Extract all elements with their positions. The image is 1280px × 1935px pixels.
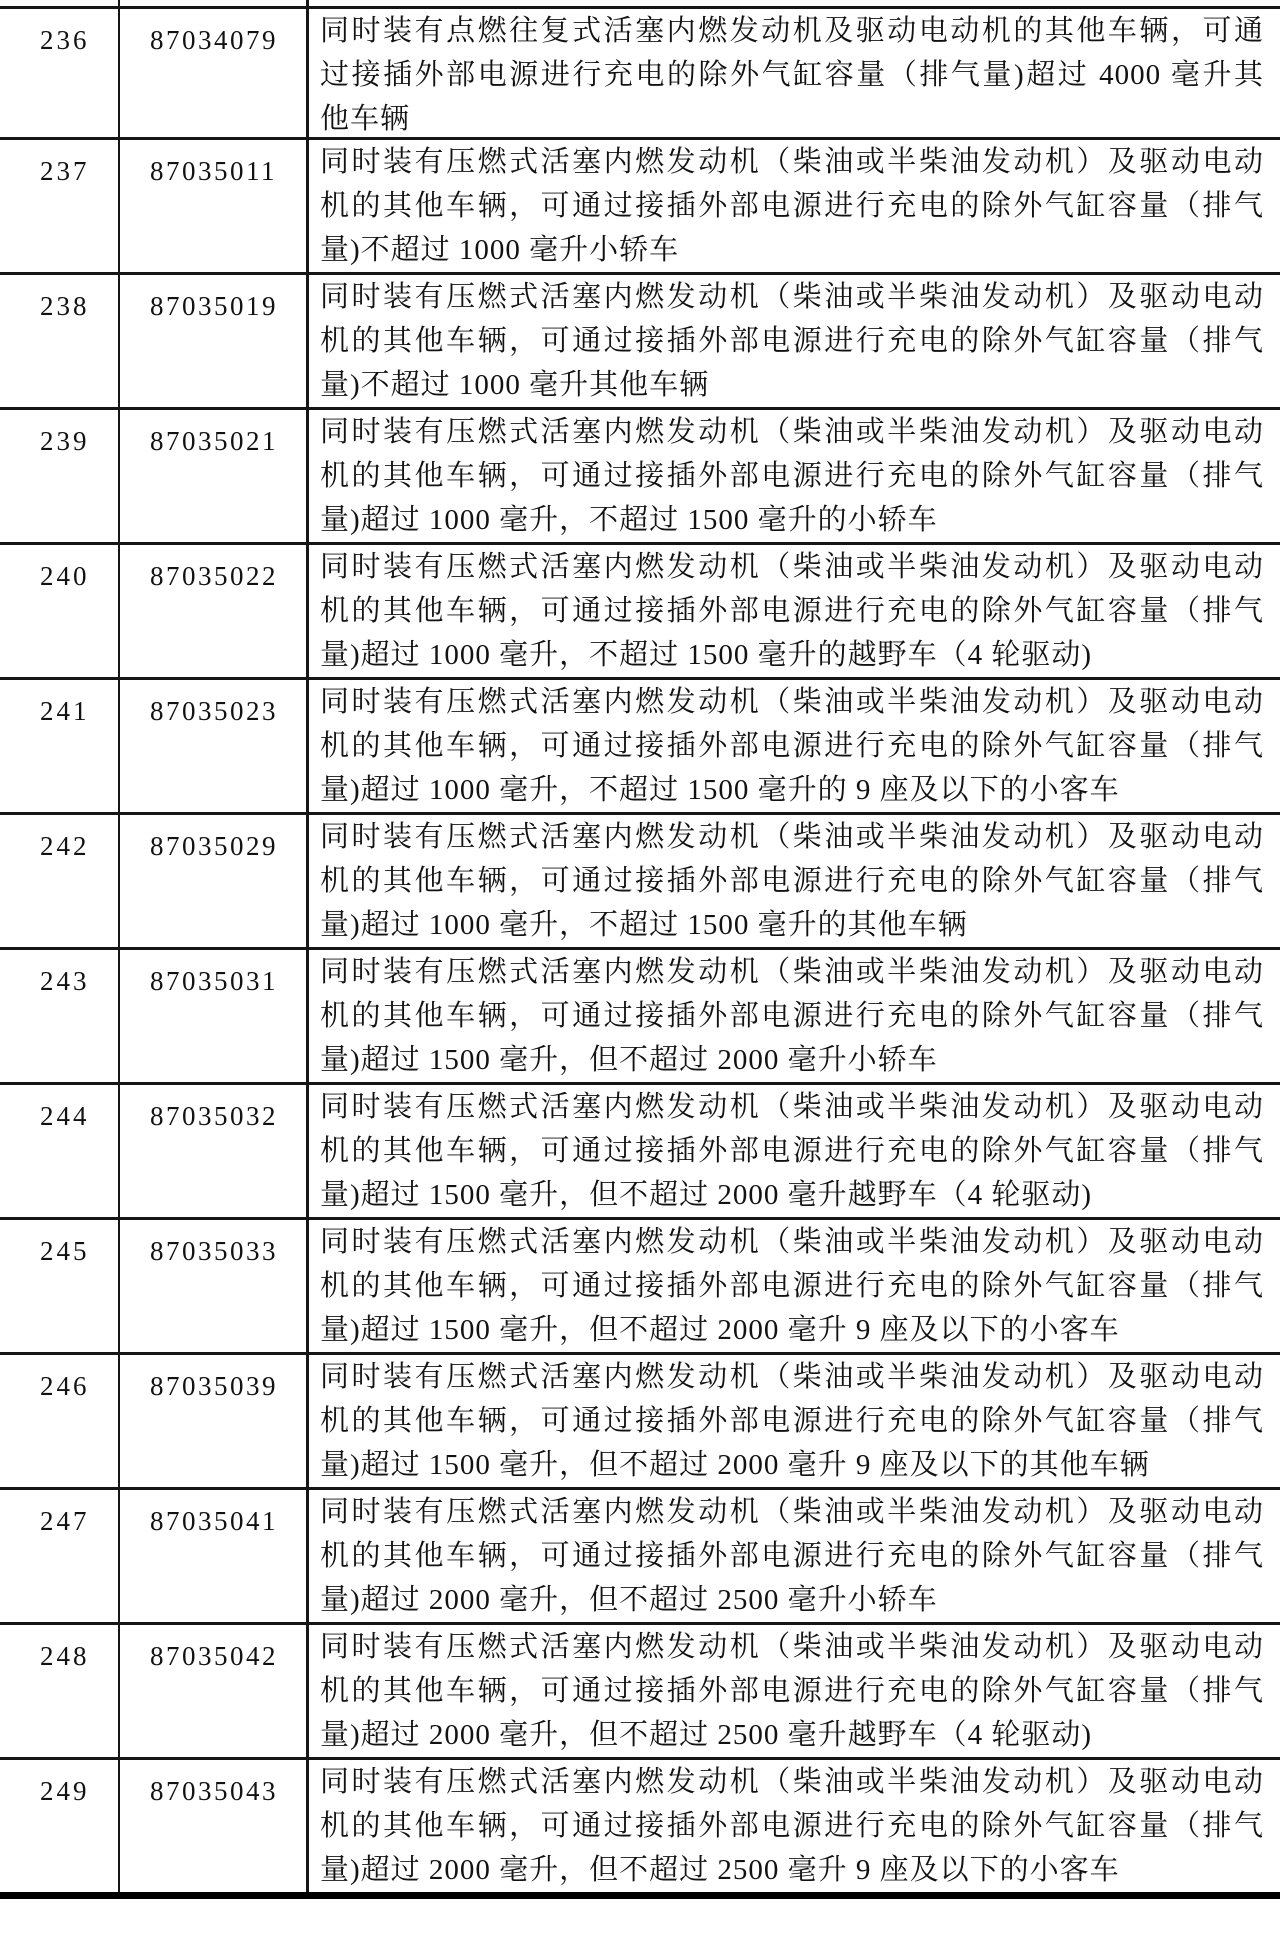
- hs-code-cell: 87035023: [150, 696, 278, 726]
- table-row: [0, 677, 1280, 812]
- description-line: 量)超过 1500 毫升，但不超过 2000 毫升 9 座及以下的其他车辆: [320, 1449, 1150, 1481]
- hs-code-cell: 87035019: [150, 291, 278, 321]
- description-line: 机的其他车辆，可通过接插外部电源进行充电的除外气缸容量（排气: [320, 730, 1264, 762]
- row-number-cell: 241: [40, 696, 90, 726]
- description-line: 机的其他车辆，可通过接插外部电源进行充电的除外气缸容量（排气: [320, 325, 1264, 357]
- row-number-cell: 246: [40, 1371, 90, 1401]
- table-row: [0, 542, 1280, 677]
- description-line: 同时装有压燃式活塞内燃发动机（柴油或半柴油发动机）及驱动电动: [320, 1766, 1264, 1798]
- table-row: [0, 272, 1280, 407]
- row-number-cell: 237: [40, 156, 90, 186]
- row-number-cell: 238: [40, 291, 90, 321]
- description-line: 同时装有压燃式活塞内燃发动机（柴油或半柴油发动机）及驱动电动: [320, 1091, 1264, 1123]
- description-line: 量)超过 1000 毫升，不超过 1500 毫升的越野车（4 轮驱动): [320, 639, 1093, 671]
- description-cell: [307, 1760, 1280, 1892]
- description-line: 同时装有点燃往复式活塞内燃发动机及驱动电动机的其他车辆，可通: [320, 15, 1264, 47]
- description-line: 量)不超过 1000 毫升小轿车: [320, 234, 680, 266]
- description-line: 同时装有压燃式活塞内燃发动机（柴油或半柴油发动机）及驱动电动: [320, 821, 1264, 853]
- row-number-cell: 245: [40, 1236, 90, 1266]
- description-line: 同时装有压燃式活塞内燃发动机（柴油或半柴油发动机）及驱动电动: [320, 956, 1264, 988]
- description-line: 机的其他车辆，可通过接插外部电源进行充电的除外气缸容量（排气: [320, 1810, 1264, 1842]
- description-line: 他车辆: [320, 103, 411, 135]
- description-line: 同时装有压燃式活塞内燃发动机（柴油或半柴油发动机）及驱动电动: [320, 551, 1264, 583]
- description-cell: [307, 410, 1280, 542]
- description-line: 量)超过 1500 毫升，但不超过 2000 毫升小轿车: [320, 1044, 938, 1076]
- description-cell: [307, 1085, 1280, 1217]
- description-line: 量)超过 2000 毫升，但不超过 2500 毫升小轿车: [320, 1584, 938, 1616]
- description-line: 机的其他车辆，可通过接插外部电源进行充电的除外气缸容量（排气: [320, 1675, 1264, 1707]
- description-line: 机的其他车辆，可通过接插外部电源进行充电的除外气缸容量（排气: [320, 1405, 1264, 1437]
- description-line: 机的其他车辆，可通过接插外部电源进行充电的除外气缸容量（排气: [320, 595, 1264, 627]
- table-row: [0, 1352, 1280, 1487]
- description-line: 量)不超过 1000 毫升其他车辆: [320, 369, 710, 401]
- description-line: 过接插外部电源进行充电的除外气缸容量（排气量)超过 4000 毫升其: [320, 59, 1264, 91]
- table-row: [0, 1487, 1280, 1622]
- hs-code-cell: 87035041: [150, 1506, 278, 1536]
- description-line: 量)超过 1000 毫升，不超过 1500 毫升的其他车辆: [320, 909, 968, 941]
- row-number-cell: 248: [40, 1641, 90, 1671]
- description-cell: [307, 275, 1280, 407]
- description-line: 机的其他车辆，可通过接插外部电源进行充电的除外气缸容量（排气: [320, 190, 1264, 222]
- hs-code-cell: 87035039: [150, 1371, 278, 1401]
- row-number-cell: 247: [40, 1506, 90, 1536]
- hs-code-cell: 87035031: [150, 966, 278, 996]
- description-line: 机的其他车辆，可通过接插外部电源进行充电的除外气缸容量（排气: [320, 1540, 1264, 1572]
- description-line: 同时装有压燃式活塞内燃发动机（柴油或半柴油发动机）及驱动电动: [320, 1631, 1264, 1663]
- row-number-cell: 243: [40, 966, 90, 996]
- description-line: 量)超过 1000 毫升，不超过 1500 毫升的 9 座及以下的小客车: [320, 774, 1120, 806]
- description-line: 同时装有压燃式活塞内燃发动机（柴油或半柴油发动机）及驱动电动: [320, 146, 1264, 178]
- table-row: [0, 6, 1280, 137]
- description-line: 机的其他车辆，可通过接插外部电源进行充电的除外气缸容量（排气: [320, 1135, 1264, 1167]
- table-row: [0, 1217, 1280, 1352]
- description-line: 同时装有压燃式活塞内燃发动机（柴油或半柴油发动机）及驱动电动: [320, 1496, 1264, 1528]
- description-line: 同时装有压燃式活塞内燃发动机（柴油或半柴油发动机）及驱动电动: [320, 416, 1264, 448]
- description-line: 量)超过 1500 毫升，但不超过 2000 毫升越野车（4 轮驱动): [320, 1179, 1093, 1211]
- hs-code-cell: 87035021: [150, 426, 278, 456]
- description-line: 量)超过 2000 毫升，但不超过 2500 毫升 9 座及以下的小客车: [320, 1854, 1120, 1886]
- row-number-cell: 240: [40, 561, 90, 591]
- description-line: 量)超过 1500 毫升，但不超过 2000 毫升 9 座及以下的小客车: [320, 1314, 1120, 1346]
- description-line: 量)超过 2000 毫升，但不超过 2500 毫升越野车（4 轮驱动): [320, 1719, 1093, 1751]
- description-line: 机的其他车辆，可通过接插外部电源进行充电的除外气缸容量（排气: [320, 865, 1264, 897]
- hs-code-cell: 87035022: [150, 561, 278, 591]
- row-number-cell: 242: [40, 831, 90, 861]
- description-line: 同时装有压燃式活塞内燃发动机（柴油或半柴油发动机）及驱动电动: [320, 1361, 1264, 1393]
- table-row: [0, 1622, 1280, 1757]
- table-row: [0, 137, 1280, 272]
- description-cell: [307, 680, 1280, 812]
- hs-code-cell: 87034079: [150, 25, 278, 55]
- table-row: [0, 812, 1280, 947]
- description-line: 机的其他车辆，可通过接插外部电源进行充电的除外气缸容量（排气: [320, 1270, 1264, 1302]
- description-cell: [307, 1355, 1280, 1487]
- description-cell: [307, 545, 1280, 677]
- description-cell: [307, 950, 1280, 1082]
- hs-code-cell: 87035011: [150, 156, 277, 186]
- table-row: [0, 947, 1280, 1082]
- hs-code-cell: 87035032: [150, 1101, 278, 1131]
- description-cell: [307, 1220, 1280, 1352]
- description-cell: [307, 1490, 1280, 1622]
- hs-code-cell: 87035043: [150, 1776, 278, 1806]
- table-row: [0, 407, 1280, 542]
- hs-code-cell: 87035029: [150, 831, 278, 861]
- hs-code-cell: 87035042: [150, 1641, 278, 1671]
- table-row: [0, 1757, 1280, 1892]
- description-cell: [307, 815, 1280, 947]
- description-cell: [307, 9, 1280, 141]
- table-row: [0, 1082, 1280, 1217]
- row-number-cell: 244: [40, 1101, 90, 1131]
- description-line: 同时装有压燃式活塞内燃发动机（柴油或半柴油发动机）及驱动电动: [320, 1226, 1264, 1258]
- description-line: 同时装有压燃式活塞内燃发动机（柴油或半柴油发动机）及驱动电动: [320, 686, 1264, 718]
- description-line: 机的其他车辆，可通过接插外部电源进行充电的除外气缸容量（排气: [320, 1000, 1264, 1032]
- description-cell: [307, 1625, 1280, 1757]
- description-line: 同时装有压燃式活塞内燃发动机（柴油或半柴油发动机）及驱动电动: [320, 281, 1264, 313]
- hs-code-cell: 87035033: [150, 1236, 278, 1266]
- description-line: 量)超过 1000 毫升，不超过 1500 毫升的小轿车: [320, 504, 938, 536]
- row-number-cell: 249: [40, 1776, 90, 1806]
- description-cell: [307, 140, 1280, 272]
- row-number-cell: 236: [40, 25, 90, 55]
- row-number-cell: 239: [40, 426, 90, 456]
- description-line: 机的其他车辆，可通过接插外部电源进行充电的除外气缸容量（排气: [320, 460, 1264, 492]
